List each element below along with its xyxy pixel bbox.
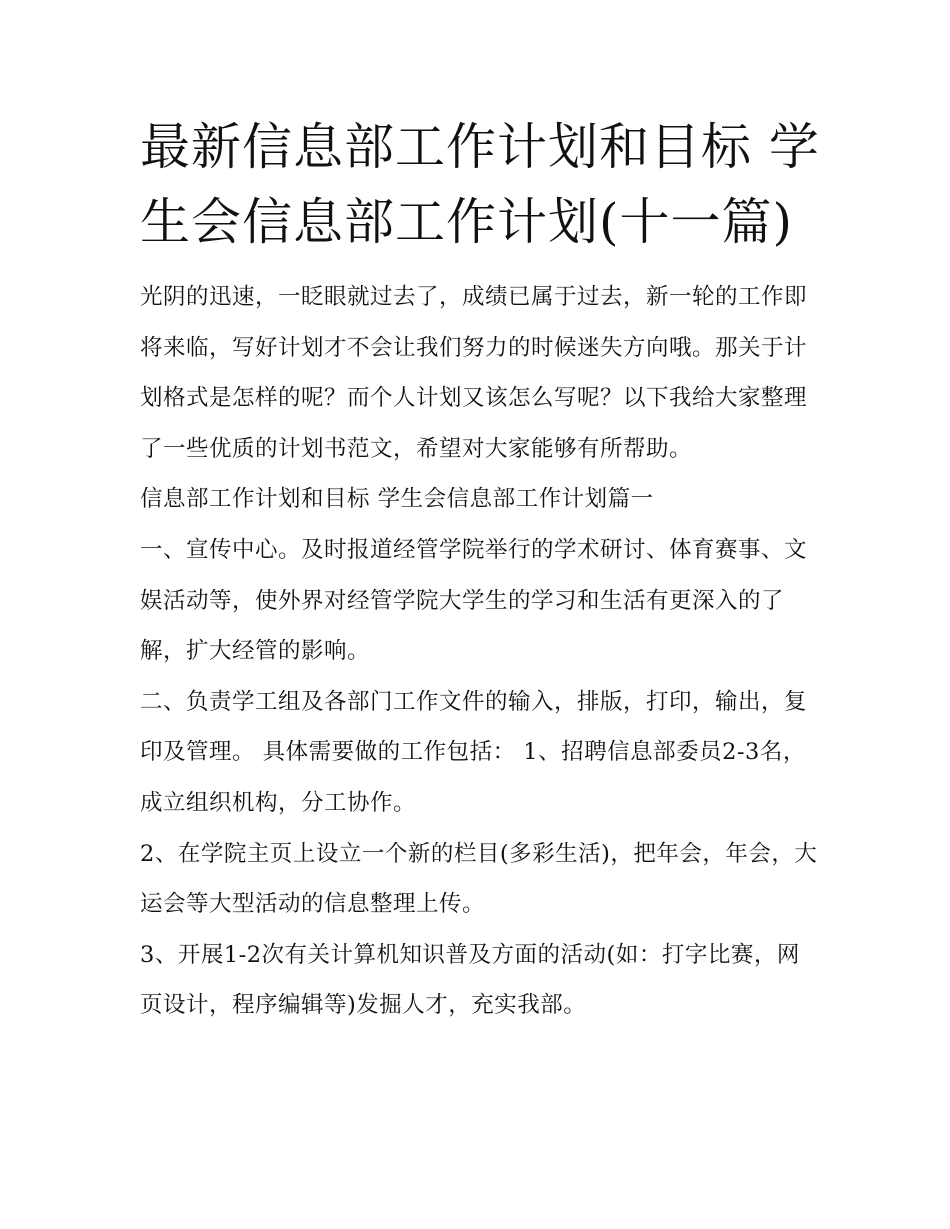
paragraph-item-3: 2、在学院主页上设立一个新的栏目(多彩生活)，把年会，年会，大运会等大型活动的信息整理上传。 bbox=[140, 840, 818, 918]
document-body bbox=[140, 110, 820, 1031]
section-heading: 信息部工作计划和目标 学生会信息部工作计划篇一 bbox=[140, 486, 654, 513]
paragraph-item-2: 二、负责学工组及各部门工作文件的输入，排版，打印，输出，复印及管理。 具体需要做的工作包括： 1、招聘信息部委员2-3名，成立组织机构，分工协作。 bbox=[140, 688, 808, 816]
paragraph-item-4: 3、开展1-2次有关计算机知识普及方面的活动(如：打字比赛，网页设计，程序编辑等)发掘人才，充实我部。 bbox=[140, 941, 800, 1019]
document-title: 最新信息部工作计划和目标 学生会信息部工作计划(十一篇) bbox=[140, 118, 820, 251]
intro-paragraph: 光阴的迅速，一眨眼就过去了，成绩已属于过去，新一轮的工作即将来临，写好计划才不会让我们努力的时候迷失方向哦。那关于计划格式是怎样的呢？而个人计划又该怎么写呢？以下我给大家整理了一些优质的计划书范文，希望对大家能够有所帮助。 bbox=[140, 284, 808, 462]
paragraph-item-1: 一、宣传中心。及时报道经管学院举行的学术研讨、体育赛事、文娱活动等，使外界对经管学院大学生的学习和生活有更深入的了解，扩大经管的影响。 bbox=[140, 536, 808, 665]
